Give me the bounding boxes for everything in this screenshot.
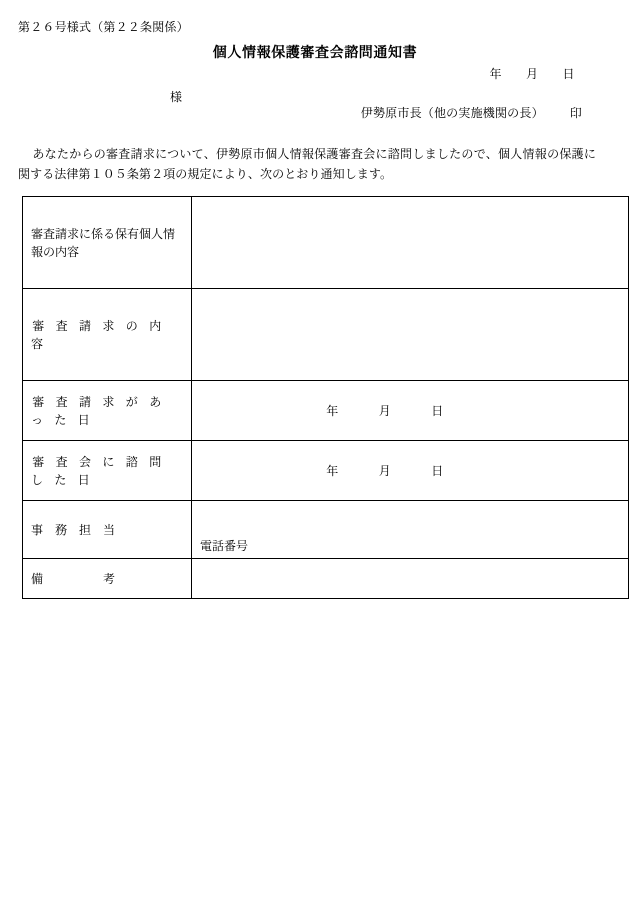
notification-table [22,196,629,599]
request-date-month: 月 [378,404,392,418]
row-value-request-date[interactable] [192,381,629,441]
consultation-date-year: 年 [326,464,339,478]
addressee-suffix: 様 [170,90,183,104]
issuer-name: 伊勢原市長（他の実施機関の長） [360,106,544,120]
row-label-staff-in-charge: 事 務 担 当 [23,501,192,559]
issuer-line [361,104,582,121]
table-row [23,559,629,599]
issue-date-month: 月 [525,67,539,81]
request-date-year: 年 [326,404,339,418]
issue-date-line [489,65,575,82]
seal-mark: 印 [569,106,582,120]
phone-number-label: 電話番号 [200,539,249,553]
table-row [23,197,629,289]
row-value-request-content[interactable] [192,289,629,381]
row-label-consultation-date: 審 査 会 に 諮 問 し た 日 [23,441,192,501]
issue-date-year: 年 [489,67,502,81]
table-row [23,501,629,559]
consultation-date-fields [200,462,620,479]
row-value-remarks[interactable] [192,559,629,599]
row-value-consultation-date[interactable] [192,441,629,501]
row-label-remarks: 備 考 [23,559,192,599]
request-date-day: 日 [431,404,444,418]
row-value-personal-info-content[interactable] [192,197,629,289]
row-label-personal-info-content: 審査請求に係る保有個人情報の内容 [23,197,192,289]
form-code: 第２６号様式（第２２条関係） [18,20,189,34]
consultation-date-month: 月 [378,464,392,478]
row-label-request-date: 審 査 請 求 が あ っ た 日 [23,381,192,441]
table-row [23,381,629,441]
issue-date-day: 日 [562,67,575,81]
page-title: 個人情報保護審査会諮問通知書 [212,46,418,61]
request-date-fields [200,402,620,419]
body-paragraph [18,145,596,185]
consultation-date-day: 日 [431,464,444,478]
row-label-request-content: 審 査 請 求 の 内 容 [23,289,192,381]
table-row [23,441,629,501]
table-row [23,289,629,381]
row-value-staff-in-charge[interactable] [192,501,629,559]
body-paragraph-text: あなたからの審査請求について、伊勢原市個人情報保護審査会に諮問しましたので、個人情報の保護に関する法律第１０５条第２項の規定により、次のとおり通知します。 [18,147,596,181]
